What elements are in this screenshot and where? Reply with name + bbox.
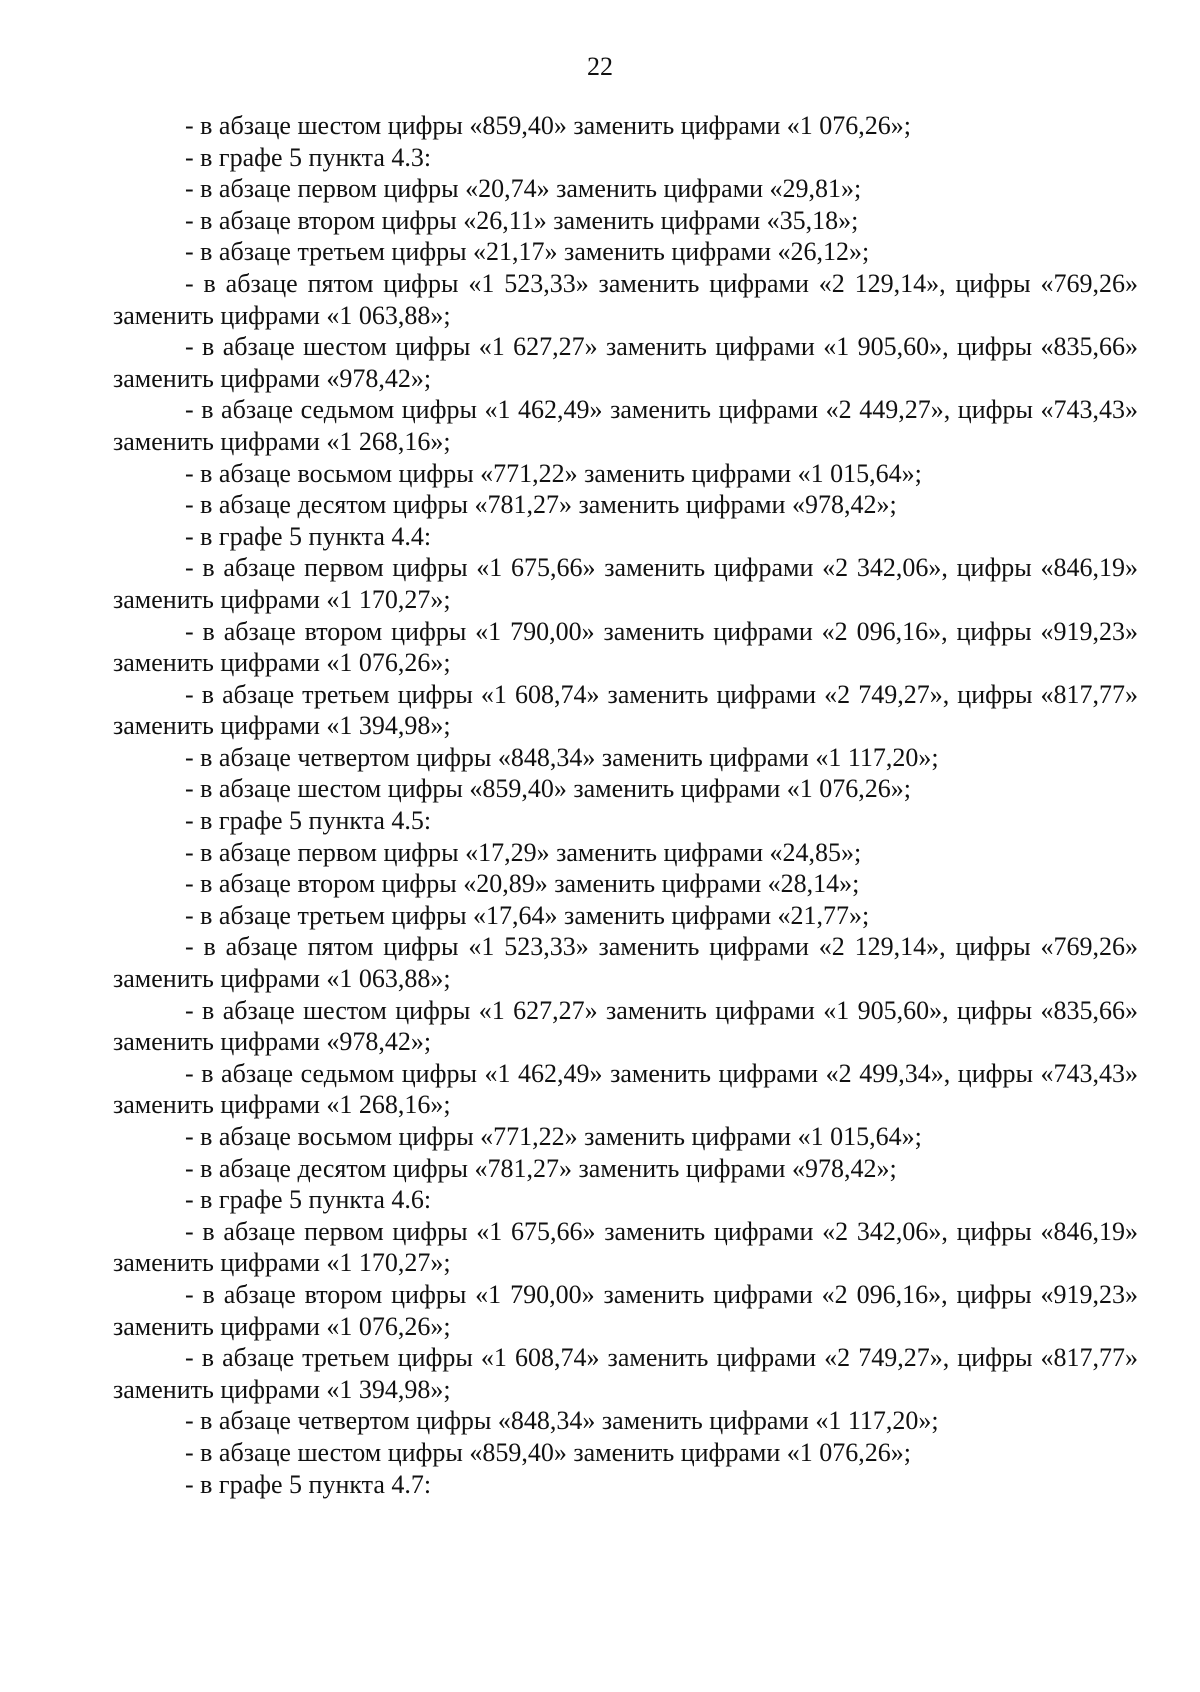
list-item: - в абзаце восьмом цифры «771,22» заменить цифрами «1 015,64»; [185,1122,922,1151]
list-item: - в абзаце пятом цифры «1 523,33» заменить цифрами «2 129,14», цифры «769,26» заменить цифрами «1 063,88»; [113,268,1138,330]
list-item: - в абзаце втором цифры «1 790,00» заменить цифрами «2 096,16», цифры «919,23» заменить цифрами «1 076,26»; [113,1279,1138,1341]
list-item: - в абзаце четвертом цифры «848,34» заменить цифрами «1 117,20»; [185,1406,939,1436]
list-item: - в абзаце шестом цифры «1 627,27» заменить цифрами «1 905,60», цифры «835,66» заменить цифрами «978,42»; [113,995,1138,1057]
list-item: - в абзаце седьмом цифры «1 462,49» заменить цифрами «2 449,27», цифры «743,43» заменить цифрами «1 268,16»; [113,395,1138,456]
list-item: - в абзаце восьмом цифры «771,22» заменить цифрами «1 015,64»; [185,458,922,488]
list-item: - в абзаце третьем цифры «17,64» заменить цифрами «21,77»; [185,900,870,930]
list-item: - в абзаце десятом цифры «781,27» заменить цифрами «978,42»; [185,1153,897,1183]
list-item: - в абзаце четвертом цифры «848,34» заменить цифрами «1 117,20»; [185,742,939,772]
section-heading: - в графе 5 пункта 4.4: [185,521,432,551]
list-item: - в абзаце шестом цифры «1 627,27» заменить цифрами «1 905,60», цифры «835,66» заменить цифрами «978,42»; [113,332,1138,393]
section-heading: - в графе 5 пункта 4.5: [185,806,432,836]
list-item: - в абзаце третьем цифры «1 608,74» заменить цифрами «2 749,27», цифры «817,77» заменить цифрами «1 394,98»; [113,1343,1138,1404]
list-item: - в абзаце шестом цифры «859,40» заменить цифрами «1 076,26»; [185,774,911,804]
section-heading: - в графе 5 пункта 4.3: [185,142,432,172]
list-item: - в абзаце первом цифры «1 675,66» заменить цифрами «2 342,06», цифры «846,19» заменить цифрами «1 170,27»; [113,1216,1138,1278]
document-body [113,110,1138,1500]
list-item: - в абзаце первом цифры «17,29» заменить цифрами «24,85»; [185,837,862,867]
list-item: - в абзаце десятом цифры «781,27» заменить цифрами «978,42»; [185,490,897,520]
section-heading: - в графе 5 пункта 4.6: [185,1185,432,1215]
section-heading: - в графе 5 пункта 4.7: [185,1469,432,1499]
list-item: - в абзаце втором цифры «20,89» заменить цифрами «28,14»; [185,869,860,899]
list-item: - в абзаце втором цифры «1 790,00» заменить цифрами «2 096,16», цифры «919,23» заменить цифрами «1 076,26»; [113,616,1138,678]
list-item: - в абзаце втором цифры «26,11» заменить цифрами «35,18»; [185,205,859,235]
list-item: - в абзаце пятом цифры «1 523,33» заменить цифрами «2 129,14», цифры «769,26» заменить цифрами «1 063,88»; [113,932,1138,994]
list-item: - в абзаце первом цифры «20,74» заменить цифрами «29,81»; [185,174,862,204]
list-item: - в абзаце шестом цифры «859,40» заменить цифрами «1 076,26»; [185,1437,911,1467]
page-number: 22 [587,52,613,81]
list-item: - в абзаце шестом цифры «859,40» заменить цифрами «1 076,26»; [185,111,911,140]
list-item: - в абзаце третьем цифры «1 608,74» заменить цифрами «2 749,27», цифры «817,77» заменить цифрами «1 394,98»; [113,679,1138,741]
list-item: - в абзаце третьем цифры «21,17» заменить цифрами «26,12»; [185,237,870,267]
list-item: - в абзаце седьмом цифры «1 462,49» заменить цифрами «2 499,34», цифры «743,43» заменить цифрами «1 268,16»; [113,1058,1138,1120]
list-item: - в абзаце первом цифры «1 675,66» заменить цифрами «2 342,06», цифры «846,19» заменить цифрами «1 170,27»; [113,553,1138,614]
